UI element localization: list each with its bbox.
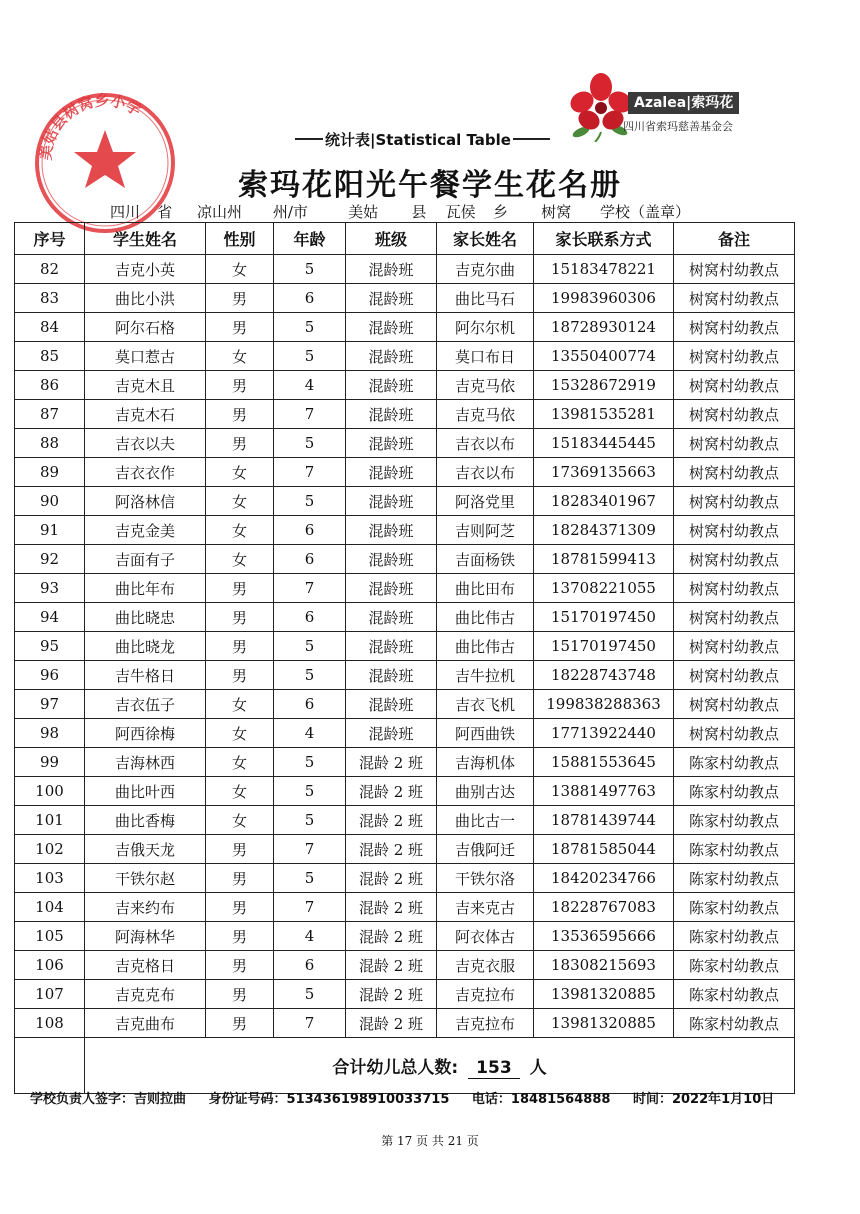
- gender-cell: 男: [206, 864, 274, 893]
- class-cell: 混龄 2 班: [346, 806, 437, 835]
- location-line: [105, 201, 710, 223]
- parent-phone-cell: 13708221055: [534, 574, 674, 603]
- gender-cell: 男: [206, 429, 274, 458]
- header-parent-name: 家长姓名: [437, 223, 534, 255]
- student-name-cell: 阿洛林信: [85, 487, 206, 516]
- school-value: 树窝: [517, 201, 595, 223]
- gender-cell: 男: [206, 1009, 274, 1038]
- table-row: [15, 487, 795, 516]
- class-cell: 混龄班: [346, 400, 437, 429]
- parent-name-cell: 吉面杨铁: [437, 545, 534, 574]
- parent-phone-cell: 15170197450: [534, 632, 674, 661]
- student-name-cell: 干铁尔赵: [85, 864, 206, 893]
- student-name-cell: 吉克木石: [85, 400, 206, 429]
- seq-cell: 92: [15, 545, 85, 574]
- class-cell: 混龄 2 班: [346, 835, 437, 864]
- class-cell: 混龄班: [346, 574, 437, 603]
- student-name-cell: 曲比叶西: [85, 777, 206, 806]
- gender-cell: 男: [206, 980, 274, 1009]
- student-name-cell: 曲比年布: [85, 574, 206, 603]
- parent-phone-cell: 13536595666: [534, 922, 674, 951]
- age-cell: 6: [274, 545, 346, 574]
- notes-cell: 树窝村幼教点: [674, 284, 795, 313]
- notes-cell: 树窝村幼教点: [674, 603, 795, 632]
- table-row: [15, 980, 795, 1009]
- gender-cell: 男: [206, 951, 274, 980]
- class-cell: 混龄班: [346, 429, 437, 458]
- class-cell: 混龄 2 班: [346, 980, 437, 1009]
- statistical-table-banner: [295, 129, 550, 149]
- table-row: [15, 603, 795, 632]
- parent-phone-cell: 13981535281: [534, 400, 674, 429]
- class-cell: 混龄班: [346, 284, 437, 313]
- table-row: [15, 400, 795, 429]
- parent-name-cell: 吉衣以布: [437, 458, 534, 487]
- seq-cell: 99: [15, 748, 85, 777]
- parent-phone-cell: 15183445445: [534, 429, 674, 458]
- parent-phone-cell: 13981320885: [534, 980, 674, 1009]
- table-row: [15, 690, 795, 719]
- prefecture-value: 凉山州: [185, 201, 255, 223]
- table-row: [15, 835, 795, 864]
- notes-cell: 树窝村幼教点: [674, 574, 795, 603]
- student-name-cell: 吉克木且: [85, 371, 206, 400]
- student-name-cell: 曲比晓龙: [85, 632, 206, 661]
- seq-cell: 106: [15, 951, 85, 980]
- parent-name-cell: 曲比伟古: [437, 603, 534, 632]
- parent-name-cell: 阿洛党里: [437, 487, 534, 516]
- statistical-table-title: 统计表|Statistical Table: [325, 131, 511, 149]
- gender-cell: 男: [206, 893, 274, 922]
- table-row: [15, 806, 795, 835]
- student-name-cell: 吉克金美: [85, 516, 206, 545]
- parent-phone-cell: 13550400774: [534, 342, 674, 371]
- gender-cell: 女: [206, 719, 274, 748]
- seq-cell: 86: [15, 371, 85, 400]
- notes-cell: 陈家村幼教点: [674, 806, 795, 835]
- class-cell: 混龄班: [346, 313, 437, 342]
- student-roster-table: [14, 222, 795, 1094]
- notes-cell: 树窝村幼教点: [674, 371, 795, 400]
- gender-cell: 女: [206, 487, 274, 516]
- notes-cell: 树窝村幼教点: [674, 545, 795, 574]
- class-cell: 混龄 2 班: [346, 777, 437, 806]
- seq-cell: 100: [15, 777, 85, 806]
- date: 时间：2022年1月10日: [632, 1092, 775, 1107]
- parent-name-cell: 吉则阿芝: [437, 516, 534, 545]
- age-cell: 5: [274, 632, 346, 661]
- parent-name-cell: 吉来克古: [437, 893, 534, 922]
- age-cell: 7: [274, 574, 346, 603]
- gender-cell: 女: [206, 342, 274, 371]
- total-count: 153: [468, 1058, 520, 1079]
- table-row: [15, 864, 795, 893]
- parent-phone-cell: 18781585044: [534, 835, 674, 864]
- age-cell: 6: [274, 951, 346, 980]
- parent-name-cell: 吉克尔曲: [437, 255, 534, 284]
- notes-cell: 树窝村幼教点: [674, 342, 795, 371]
- total-cell: [85, 1038, 795, 1094]
- parent-phone-cell: 18228767083: [534, 893, 674, 922]
- seq-cell: 105: [15, 922, 85, 951]
- gender-cell: 男: [206, 922, 274, 951]
- parent-phone-cell: 15183478221: [534, 255, 674, 284]
- table-row: [15, 284, 795, 313]
- seq-cell: 82: [15, 255, 85, 284]
- parent-phone-cell: 18308215693: [534, 951, 674, 980]
- seq-cell: 101: [15, 806, 85, 835]
- notes-cell: 陈家村幼教点: [674, 1009, 795, 1038]
- notes-cell: 树窝村幼教点: [674, 632, 795, 661]
- parent-name-cell: 莫口布日: [437, 342, 534, 371]
- parent-name-cell: 吉俄阿迁: [437, 835, 534, 864]
- province-label: 省: [157, 203, 173, 221]
- notes-cell: 陈家村幼教点: [674, 893, 795, 922]
- parent-name-cell: 吉牛拉机: [437, 661, 534, 690]
- parent-phone-cell: 15170197450: [534, 603, 674, 632]
- student-name-cell: 莫口惹古: [85, 342, 206, 371]
- age-cell: 5: [274, 661, 346, 690]
- parent-name-cell: 吉衣飞机: [437, 690, 534, 719]
- table-row: [15, 1009, 795, 1038]
- student-name-cell: 吉衣衣作: [85, 458, 206, 487]
- class-cell: 混龄班: [346, 255, 437, 284]
- header-age: 年龄: [274, 223, 346, 255]
- age-cell: 5: [274, 980, 346, 1009]
- parent-phone-cell: 15328672919: [534, 371, 674, 400]
- gender-cell: 男: [206, 661, 274, 690]
- student-name-cell: 曲比香梅: [85, 806, 206, 835]
- class-cell: 混龄班: [346, 458, 437, 487]
- table-row: [15, 458, 795, 487]
- table-row: [15, 342, 795, 371]
- seq-cell: 83: [15, 284, 85, 313]
- table-row: [15, 661, 795, 690]
- table-row: [15, 255, 795, 284]
- table-row: [15, 922, 795, 951]
- gender-cell: 男: [206, 371, 274, 400]
- seq-cell: 103: [15, 864, 85, 893]
- student-name-cell: 曲比晓忠: [85, 603, 206, 632]
- principal-signature: 学校负责人签字：吉则拉曲: [30, 1092, 187, 1107]
- age-cell: 5: [274, 864, 346, 893]
- parent-name-cell: 吉克马依: [437, 371, 534, 400]
- foundation-name: 四川省索玛慈善基金会: [623, 120, 733, 133]
- notes-cell: 陈家村幼教点: [674, 864, 795, 893]
- notes-cell: 陈家村幼教点: [674, 777, 795, 806]
- id-number: 身份证号码：513436198910033715: [208, 1092, 450, 1107]
- age-cell: 5: [274, 429, 346, 458]
- parent-phone-cell: 18284371309: [534, 516, 674, 545]
- gender-cell: 女: [206, 777, 274, 806]
- page-number: 第 17 页 共 21 页: [381, 1134, 479, 1148]
- class-cell: 混龄 2 班: [346, 893, 437, 922]
- student-name-cell: 吉海林西: [85, 748, 206, 777]
- age-cell: 7: [274, 893, 346, 922]
- notes-cell: 陈家村幼教点: [674, 922, 795, 951]
- age-cell: 5: [274, 748, 346, 777]
- total-blank-cell: [15, 1038, 85, 1094]
- total-row: [15, 1038, 795, 1094]
- class-cell: 混龄班: [346, 545, 437, 574]
- class-cell: 混龄班: [346, 603, 437, 632]
- parent-phone-cell: 17369135663: [534, 458, 674, 487]
- page-title: 索玛花阳光午餐学生花名册: [238, 168, 622, 203]
- seq-cell: 93: [15, 574, 85, 603]
- student-name-cell: 阿西徐梅: [85, 719, 206, 748]
- notes-cell: 树窝村幼教点: [674, 400, 795, 429]
- gender-cell: 女: [206, 806, 274, 835]
- notes-cell: 树窝村幼教点: [674, 458, 795, 487]
- seq-cell: 107: [15, 980, 85, 1009]
- parent-name-cell: 吉克拉布: [437, 1009, 534, 1038]
- age-cell: 5: [274, 313, 346, 342]
- student-name-cell: 吉克小英: [85, 255, 206, 284]
- table-row: [15, 632, 795, 661]
- table-row: [15, 313, 795, 342]
- age-cell: 5: [274, 255, 346, 284]
- student-name-cell: 吉衣以夫: [85, 429, 206, 458]
- notes-cell: 树窝村幼教点: [674, 429, 795, 458]
- parent-name-cell: 阿西曲铁: [437, 719, 534, 748]
- age-cell: 5: [274, 487, 346, 516]
- parent-phone-cell: 13981320885: [534, 1009, 674, 1038]
- gender-cell: 男: [206, 284, 274, 313]
- table-row: [15, 777, 795, 806]
- class-cell: 混龄班: [346, 719, 437, 748]
- age-cell: 6: [274, 516, 346, 545]
- seq-cell: 94: [15, 603, 85, 632]
- parent-name-cell: 吉克马依: [437, 400, 534, 429]
- gender-cell: 女: [206, 748, 274, 777]
- parent-phone-cell: 18283401967: [534, 487, 674, 516]
- notes-cell: 树窝村幼教点: [674, 661, 795, 690]
- seq-cell: 102: [15, 835, 85, 864]
- parent-phone-cell: 18728930124: [534, 313, 674, 342]
- table-header-row: [15, 223, 795, 255]
- student-name-cell: 阿海林华: [85, 922, 206, 951]
- parent-name-cell: 曲别古达: [437, 777, 534, 806]
- student-name-cell: 吉衣伍子: [85, 690, 206, 719]
- parent-name-cell: 吉海机体: [437, 748, 534, 777]
- age-cell: 6: [274, 603, 346, 632]
- gender-cell: 女: [206, 458, 274, 487]
- student-name-cell: 吉克克布: [85, 980, 206, 1009]
- seq-cell: 96: [15, 661, 85, 690]
- table-row: [15, 545, 795, 574]
- parent-name-cell: 吉克衣服: [437, 951, 534, 980]
- age-cell: 7: [274, 1009, 346, 1038]
- table-row: [15, 748, 795, 777]
- table-body: [15, 255, 795, 1038]
- seq-cell: 97: [15, 690, 85, 719]
- gender-cell: 男: [206, 574, 274, 603]
- seq-cell: 90: [15, 487, 85, 516]
- table-row: [15, 951, 795, 980]
- student-name-cell: 吉克曲布: [85, 1009, 206, 1038]
- gender-cell: 男: [206, 603, 274, 632]
- parent-phone-cell: 17713922440: [534, 719, 674, 748]
- parent-phone-cell: 18781439744: [534, 806, 674, 835]
- parent-phone-cell: 18228743748: [534, 661, 674, 690]
- signature-footer: [30, 1088, 792, 1107]
- notes-cell: 树窝村幼教点: [674, 313, 795, 342]
- county-label: 县: [411, 203, 427, 221]
- parent-name-cell: 曲比马石: [437, 284, 534, 313]
- gender-cell: 女: [206, 255, 274, 284]
- age-cell: 6: [274, 284, 346, 313]
- student-name-cell: 吉牛格日: [85, 661, 206, 690]
- gender-cell: 男: [206, 400, 274, 429]
- seq-cell: 84: [15, 313, 85, 342]
- class-cell: 混龄 2 班: [346, 1009, 437, 1038]
- township-label: 乡: [492, 203, 508, 221]
- table-row: [15, 719, 795, 748]
- class-cell: 混龄 2 班: [346, 922, 437, 951]
- age-cell: 7: [274, 400, 346, 429]
- notes-cell: 陈家村幼教点: [674, 951, 795, 980]
- table-row: [15, 893, 795, 922]
- age-cell: 5: [274, 777, 346, 806]
- table-row: [15, 516, 795, 545]
- seq-cell: 98: [15, 719, 85, 748]
- azalea-logo: [565, 72, 780, 142]
- notes-cell: 陈家村幼教点: [674, 980, 795, 1009]
- gender-cell: 男: [206, 632, 274, 661]
- age-cell: 6: [274, 690, 346, 719]
- seal-text: 美姑县树窝乡小学: [36, 91, 145, 162]
- header-seq: 序号: [15, 223, 85, 255]
- header-parent-phone: 家长联系方式: [534, 223, 674, 255]
- total-unit: 人: [529, 1057, 547, 1078]
- seq-cell: 88: [15, 429, 85, 458]
- seq-cell: 95: [15, 632, 85, 661]
- prefecture-label: 州/市: [272, 203, 308, 221]
- table-row: [15, 371, 795, 400]
- parent-name-cell: 曲比伟古: [437, 632, 534, 661]
- school-label: 学校（盖章）: [600, 203, 691, 221]
- class-cell: 混龄班: [346, 690, 437, 719]
- seq-cell: 91: [15, 516, 85, 545]
- notes-cell: 树窝村幼教点: [674, 690, 795, 719]
- age-cell: 4: [274, 922, 346, 951]
- class-cell: 混龄班: [346, 342, 437, 371]
- notes-cell: 树窝村幼教点: [674, 487, 795, 516]
- student-name-cell: 吉俄天龙: [85, 835, 206, 864]
- gender-cell: 女: [206, 545, 274, 574]
- header-student-name: 学生姓名: [85, 223, 206, 255]
- province-value: 四川: [105, 201, 145, 223]
- age-cell: 5: [274, 342, 346, 371]
- class-cell: 混龄班: [346, 632, 437, 661]
- parent-phone-cell: 15881553645: [534, 748, 674, 777]
- notes-cell: 树窝村幼教点: [674, 719, 795, 748]
- age-cell: 4: [274, 371, 346, 400]
- student-name-cell: 吉来约布: [85, 893, 206, 922]
- header-notes: 备注: [674, 223, 795, 255]
- notes-cell: 陈家村幼教点: [674, 835, 795, 864]
- student-name-cell: 曲比小洪: [85, 284, 206, 313]
- class-cell: 混龄班: [346, 661, 437, 690]
- age-cell: 5: [274, 806, 346, 835]
- parent-name-cell: 阿衣体古: [437, 922, 534, 951]
- phone-number: 电话：18481564888: [471, 1092, 611, 1107]
- table-row: [15, 429, 795, 458]
- student-name-cell: 吉克格日: [85, 951, 206, 980]
- student-name-cell: 阿尔石格: [85, 313, 206, 342]
- total-label: 合计幼儿总人数:: [332, 1057, 459, 1078]
- parent-phone-cell: 18420234766: [534, 864, 674, 893]
- notes-cell: 树窝村幼教点: [674, 516, 795, 545]
- parent-phone-cell: 19983960306: [534, 284, 674, 313]
- gender-cell: 女: [206, 690, 274, 719]
- parent-phone-cell: 18781599413: [534, 545, 674, 574]
- gender-cell: 男: [206, 313, 274, 342]
- gender-cell: 男: [206, 835, 274, 864]
- notes-cell: 陈家村幼教点: [674, 748, 795, 777]
- class-cell: 混龄班: [346, 487, 437, 516]
- parent-name-cell: 曲比古一: [437, 806, 534, 835]
- student-name-cell: 吉面有子: [85, 545, 206, 574]
- parent-phone-cell: 199838288363: [534, 690, 674, 719]
- seq-cell: 85: [15, 342, 85, 371]
- parent-name-cell: 阿尔尔机: [437, 313, 534, 342]
- parent-name-cell: 吉衣以布: [437, 429, 534, 458]
- parent-name-cell: 曲比田布: [437, 574, 534, 603]
- header-class: 班级: [346, 223, 437, 255]
- seq-cell: 89: [15, 458, 85, 487]
- parent-name-cell: 吉克拉布: [437, 980, 534, 1009]
- age-cell: 7: [274, 458, 346, 487]
- seq-cell: 108: [15, 1009, 85, 1038]
- parent-name-cell: 干铁尔洛: [437, 864, 534, 893]
- class-cell: 混龄 2 班: [346, 864, 437, 893]
- class-cell: 混龄班: [346, 371, 437, 400]
- seq-cell: 87: [15, 400, 85, 429]
- parent-phone-cell: 13881497763: [534, 777, 674, 806]
- age-cell: 7: [274, 835, 346, 864]
- logo-title: Azalea|索玛花: [628, 92, 739, 114]
- notes-cell: 树窝村幼教点: [674, 255, 795, 284]
- header-gender: 性别: [206, 223, 274, 255]
- gender-cell: 女: [206, 516, 274, 545]
- age-cell: 4: [274, 719, 346, 748]
- township-value: 瓦侯: [438, 201, 484, 223]
- table-row: [15, 574, 795, 603]
- class-cell: 混龄 2 班: [346, 951, 437, 980]
- county-value: 美姑: [326, 201, 400, 223]
- class-cell: 混龄 2 班: [346, 748, 437, 777]
- class-cell: 混龄班: [346, 516, 437, 545]
- seq-cell: 104: [15, 893, 85, 922]
